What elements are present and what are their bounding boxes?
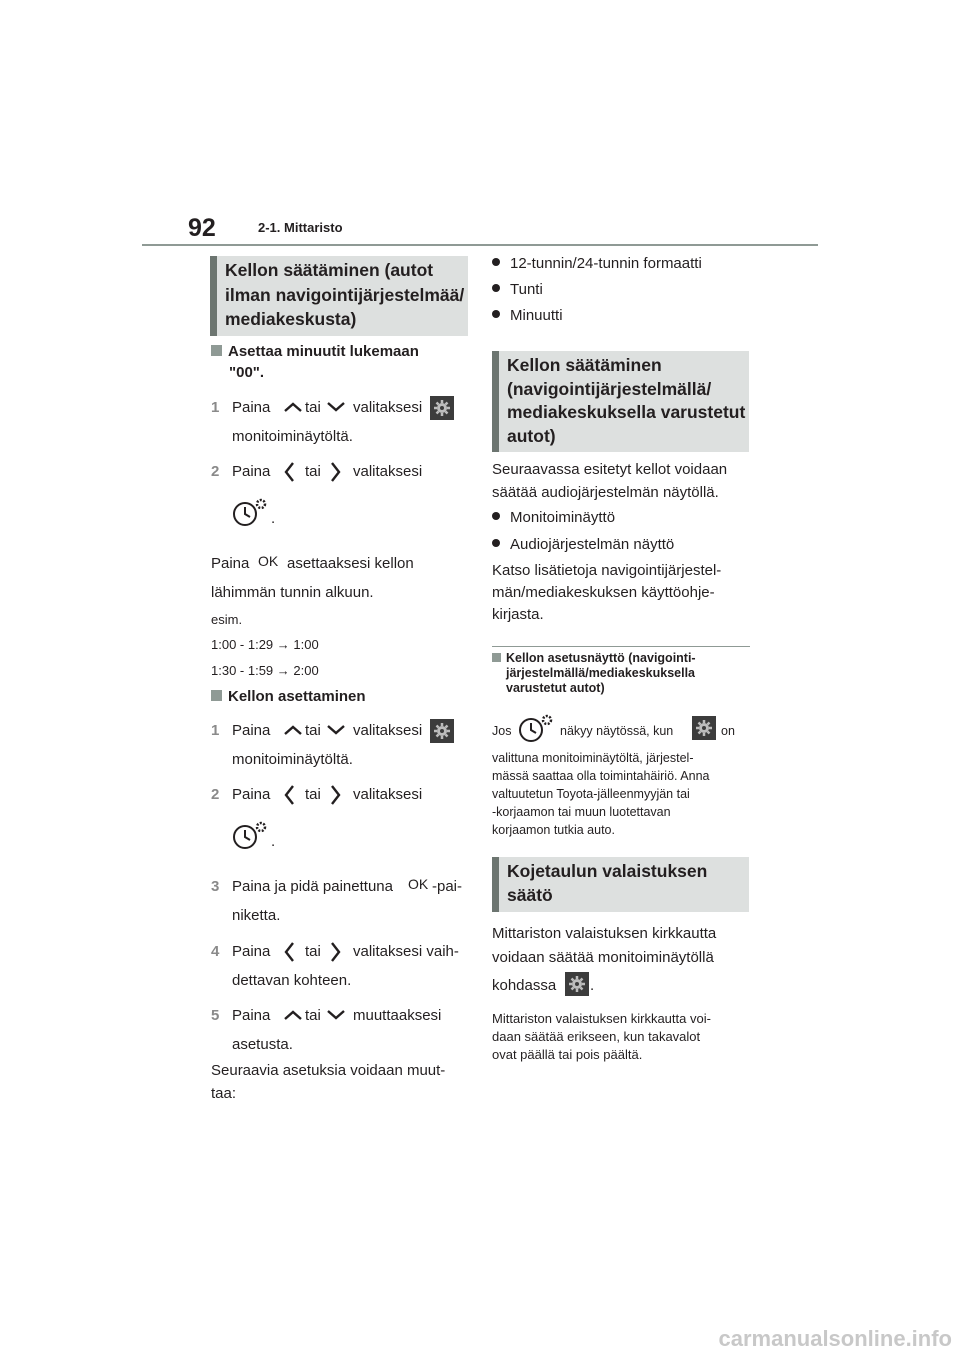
bullet-icon [492,284,500,292]
subheading-display-cont: järjestelmällä/mediakeskuksella [506,666,696,680]
paragraph-text: Seuraavassa esitetyt kellot voidaan [492,461,728,478]
note-text: ovat päällä tai pois päältä. [492,1047,643,1062]
step-text: valitaksesi [353,722,423,739]
divider [492,646,750,647]
example-label: esim. [211,612,243,627]
step-text: tai [305,722,321,739]
paragraph-text: Paina [211,555,250,572]
step-text: tai [305,786,321,803]
list-item: Audiojärjestelmän näyttö [492,536,674,554]
paragraph-text: Seuraavia asetuksia voidaan muut- [211,1062,446,1079]
paragraph-text: taa: [211,1085,237,1102]
step-text: dettavan kohteen. [232,972,352,989]
chevron-left-icon [283,941,295,963]
chevron-left-icon [283,461,295,483]
clock-settings-icon [518,712,556,744]
step-text: Paina [232,399,271,416]
square-bullet-icon [211,345,222,356]
step-text: niketta. [232,907,281,924]
square-bullet-icon [492,653,501,662]
step-text: Paina [232,943,271,960]
warning-text: korjaamon tutkia auto. [492,823,615,837]
step-text: monitoiminäytöltä. [232,751,353,768]
step-text: tai [305,463,321,480]
chevron-up-icon [283,1009,303,1021]
chevron-up-icon [283,401,303,413]
section-title-line: Kojetaulun valaistuksen [507,861,708,881]
section-title-line: (navigointijärjestelmällä/ [507,379,712,399]
bullet-icon [492,310,500,318]
step-text: Paina [232,1007,271,1024]
step-number: 1 [211,399,220,416]
warning-text: näkyy näytössä, kun [560,724,674,738]
step-text: Paina [232,722,271,739]
list-item: 12-tunnin/24-tunnin formaatti [492,255,702,273]
step-text: muuttaaksesi [353,1007,442,1024]
paragraph-text: voidaan säätää monitoiminäytöllä [492,949,714,966]
step-text: valitaksesi vaih- [353,943,459,960]
chevron-down-icon [326,1009,346,1021]
settings-gear-icon [430,396,454,420]
subheading-set-clock: Kellon asettaminen [211,688,366,706]
chevron-down-icon [326,724,346,736]
step-number: 2 [211,463,220,480]
section-title-line: mediakeskusta) [225,309,357,329]
subheading-minutes-cont: "00". [229,364,265,381]
warning-text: valtuutetun Toyota-jälleenmyyjän tai [492,787,690,801]
chevron-right-icon [330,941,342,963]
paragraph-text: lähimmän tunnin alkuun. [211,584,374,601]
settings-gear-icon [430,719,454,743]
section-title-line: autot) [507,426,556,446]
step-number: 3 [211,878,220,895]
step-text: asetusta. [232,1036,293,1053]
warning-text: mässä saattaa olla toimintahäiriö. Anna [492,769,710,783]
chevron-right-icon [330,784,342,806]
step-text: Paina [232,463,271,480]
example-line: 1:00 - 1:29 → 1:00 [211,637,319,652]
example-line: 1:30 - 1:59 → 2:00 [211,663,319,678]
clock-settings-icon [232,496,270,528]
bullet-icon [492,258,500,266]
step-text: valitaksesi [353,399,423,416]
step-number: 4 [211,943,220,960]
paragraph-text: kirjasta. [492,606,544,623]
header-rule [142,244,818,246]
settings-gear-icon [692,716,716,740]
paragraph-text: . [590,977,595,994]
note-text: Mittariston valaistuksen kirkkautta voi- [492,1011,711,1026]
page-number: 92 [188,214,216,242]
paragraph-text: kohdassa [492,977,557,994]
step-text: tai [305,399,321,416]
step-number: 1 [211,722,220,739]
list-item: Monitoiminäyttö [492,509,615,527]
chevron-up-icon [283,724,303,736]
ok-button-icon: OK [258,553,279,569]
subheading-minutes: Asettaa minuutit lukemaan [211,343,419,361]
section-title-line: Kellon säätäminen (autot [225,260,434,280]
paragraph-text: Mittariston valaistuksen kirkkautta [492,925,717,942]
watermark: carmanualsonline.info [718,1326,952,1351]
paragraph-text: säätää audiojärjestelmän näytöllä. [492,484,719,501]
chevron-left-icon [283,784,295,806]
ok-button-icon: OK [408,876,429,892]
step-text: . [271,510,276,527]
step-text: . [271,833,276,850]
step-text: Paina [232,786,271,803]
step-text: -pai- [432,878,463,895]
square-bullet-icon [211,690,222,701]
chevron-right-icon [330,461,342,483]
warning-text: valittuna monitoiminäytöltä, järjestel- [492,751,694,765]
warning-text: on [721,724,735,738]
step-number: 5 [211,1007,220,1024]
step-text: Paina ja pidä painettuna [232,878,393,895]
step-text: valitaksesi [353,786,423,803]
step-text: valitaksesi [353,463,423,480]
section-title-line: mediakeskuksella varustetut [507,402,746,422]
bullet-icon [492,539,500,547]
section-box-clock-without-nav [210,256,468,336]
section-title-line: ilman navigointijärjestelmää/ [225,285,465,305]
warning-text: -korjaamon tai muun luotettavan [492,805,671,819]
section-title-line: säätö [507,885,553,905]
chevron-down-icon [326,401,346,413]
bullet-icon [492,512,500,520]
subheading-display-cont: varustetut autot) [506,681,605,695]
step-number: 2 [211,786,220,803]
paragraph-text: Katso lisätietoja navigointijärjestel- [492,562,722,579]
section-box-panel-lighting [492,857,749,912]
warning-text: Jos [492,724,512,738]
step-text: tai [305,943,321,960]
chapter-title: 2-1. Mittaristo [258,220,343,235]
list-item: Tunti [492,281,543,299]
step-text: monitoiminäytöltä. [232,428,353,445]
section-box-clock-with-nav [492,351,749,452]
note-text: daan säätää erikseen, kun takavalot [492,1029,701,1044]
paragraph-text: asettaaksesi kellon [287,555,414,572]
settings-gear-icon [565,972,589,996]
section-title-line: Kellon säätäminen [507,355,662,375]
step-text: tai [305,1007,321,1024]
list-item: Minuutti [492,307,563,325]
subheading-display: Kellon asetusnäyttö (navigointi- [492,651,696,666]
clock-settings-icon [232,819,270,851]
paragraph-text: män/mediakeskuksen käyttöohje- [492,584,715,601]
